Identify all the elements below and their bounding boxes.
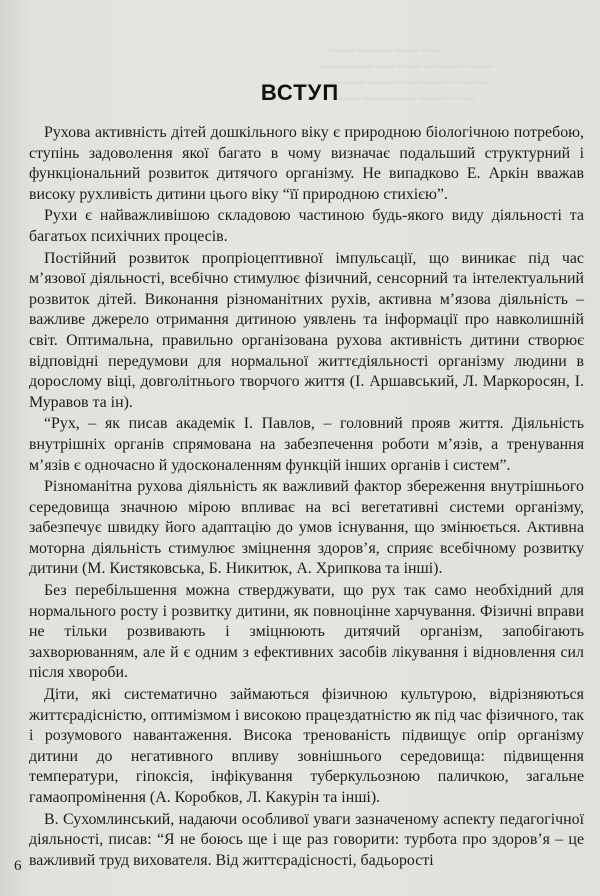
paragraph: Рухи є найважливішою складовою частиною будь-якого виду діяльності та багатьох психічних процесів. bbox=[29, 207, 584, 245]
paragraph: Діти, які систематично займаються фізичною культурою, відрізняються життєрадісністю, оптимізмом і високою працездатністю як під час фізичного, так і розумового навантаження. Висока тренованість підвищує опір організму дитини до негативного впливу зовнішнього середовища: підвищення температури, гіпоксія, інфікування туберкульозною паличкою, загальне гамаопромінення (А. Коробков, Л. Какурін та інші). bbox=[29, 686, 584, 806]
paragraph: Рухова активність дітей дошкільного віку є природною біологічною потребою, ступінь задоволення якої багато в чому визначає подальший структурний і функціональний розвиток дитячого організму. Не випадково Е. Аркін вважав високу рухливість дитини цього віку “її природною стихією”. bbox=[29, 124, 584, 203]
paragraph: В. Сухомлинський, надаючи особливої уваги зазначеному аспекту педагогічної діяльності, писав: “Я не боюсь ще і ще раз говорити: турбота про здоров’я – це важливий труд вихователя. Від життєрадісності, бадьорості bbox=[29, 810, 584, 869]
paragraph: Без перебільшення можна стверджувати, що рух так само необхідний для нормального росту і розвитку дитини, як повноцінне харчування. Фізичні вправи не тільки розвивають і зміцнюють дитячий організм, запобігають захворюванням, але й є одним з ефективних засобів лікування і відновлення сил після хвороби. bbox=[29, 582, 584, 682]
paragraph: “Рух, – як писав академік І. Павлов, – головний прояв життя. Діяльність внутрішніх органів спрямована на забезпечення роботи м’язів, а тренування м’язів є одночасно й удосконаленням функцій інших органів і систем”. bbox=[29, 415, 584, 474]
page-title: ВСТУП bbox=[260, 80, 340, 105]
bleed-through-text: ~~~ ~~~~~~ ~~~~~~~~~ ~~~~~ bbox=[330, 93, 476, 105]
body-text bbox=[29, 123, 584, 871]
paragraph: Постійний розвиток пропріоцептивної імпульсації, що виникає під час м’язової діяльності, всебічно стимулює фізичний, сенсорний та інтелектуальний розвиток дітей. Виконання різноманітних рухів, активна м’язова діяльність – важливе джерело отримання дитиною уявлень та інформації про навколишній світ. Оптимальна, правильно організована рухова активність дитини створює відповідні передумови для нормальної життєдіяльності організму людини в дорослому віці, довголітнього творчого життя (І. Аршавський, Л. Маркоросян, І. Муравов та ін). bbox=[29, 249, 584, 411]
page-number: 6 bbox=[14, 858, 22, 874]
bleed-through-text: ~~~ ~~~~ ~~~~~~ ~~~~ bbox=[330, 45, 440, 57]
bleed-through-text: ~~~~ ~~~~~~~ ~~~~ ~~~ ~~~~~~~~~ bbox=[320, 61, 492, 73]
bleed-through-text: ~~~~~ ~~~~~~~~~ ~~~~~ ~~~~~~ bbox=[330, 77, 488, 89]
paragraph: Різноманітна рухова діяльність як важливий фактор збереження внутрішнього середовища значною мірою впливає на всі вегетативні системи організму, забезпечує швидку його адаптацію до умов існування, що змінюється. Активна моторна діяльність стимулює зміцнення здоров’я, сприяє всебічному розвитку дитини (М. Кистяковська, Б. Никитюк, А. Хрипкова та інші). bbox=[29, 478, 584, 578]
